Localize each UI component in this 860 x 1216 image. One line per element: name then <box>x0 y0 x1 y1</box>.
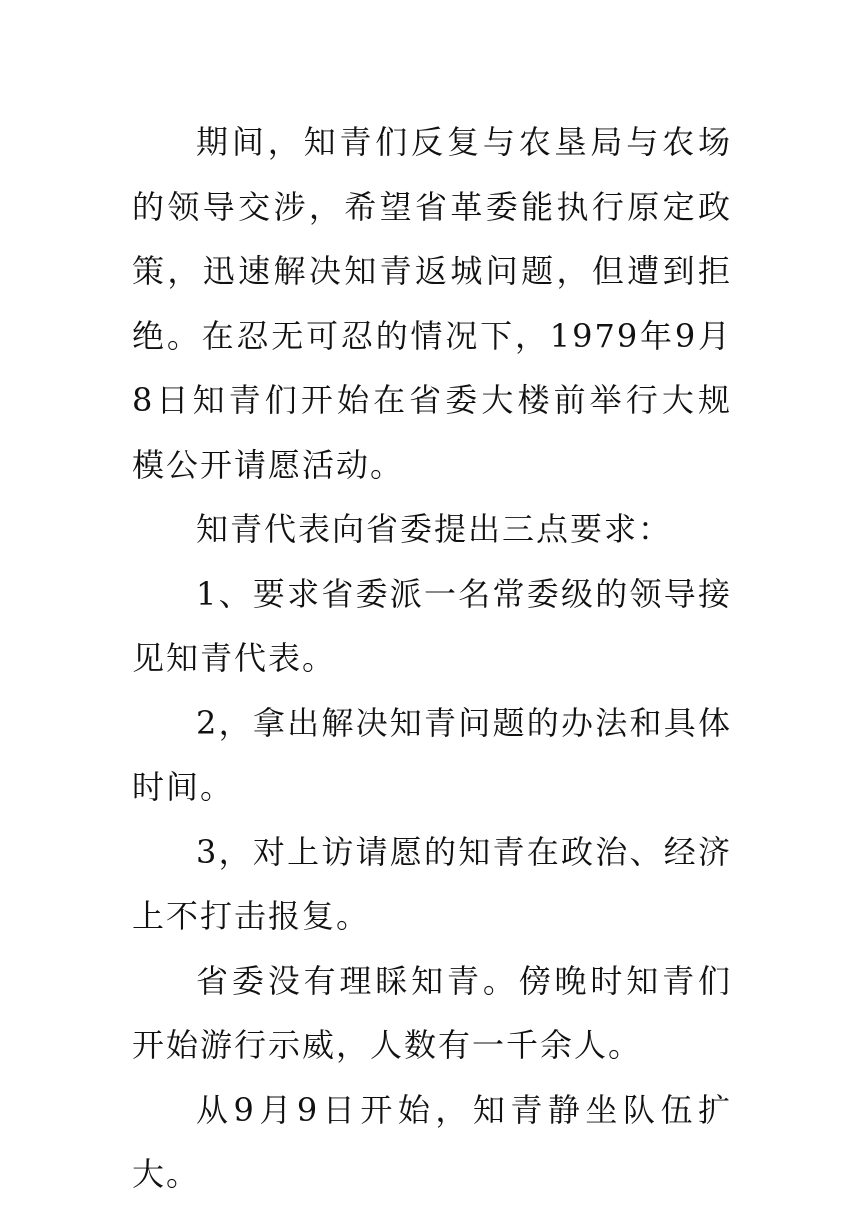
document-body <box>132 110 732 1207</box>
paragraph-demand-1: 1、要求省委派一名常委级的领导接见知青代表。 <box>132 574 732 677</box>
paragraph-demand-3: 3，对上访请愿的知青在政治、经济上不打击报复。 <box>132 832 732 935</box>
paragraph-sit-in: 从9月9日开始，知青静坐队伍扩大。 <box>132 1090 732 1193</box>
paragraph-march: 省委没有理睬知青。傍晚时知青们开始游行示威，人数有一千余人。 <box>132 961 732 1064</box>
paragraph-petition-background: 期间，知青们反复与农垦局与农场的领导交涉，希望省革委能执行原定政策，迅速解决知青返城问题，但遭到拒绝。在忍无可忍的情况下，1979年9月8日知青们开始在省委大楼前举行大规模公开请愿活动。 <box>132 123 732 484</box>
paragraph-three-demands-intro: 知青代表向省委提出三点要求： <box>196 510 673 548</box>
paragraph-demand-2: 2，拿出解决知青问题的办法和具体时间。 <box>132 703 732 806</box>
